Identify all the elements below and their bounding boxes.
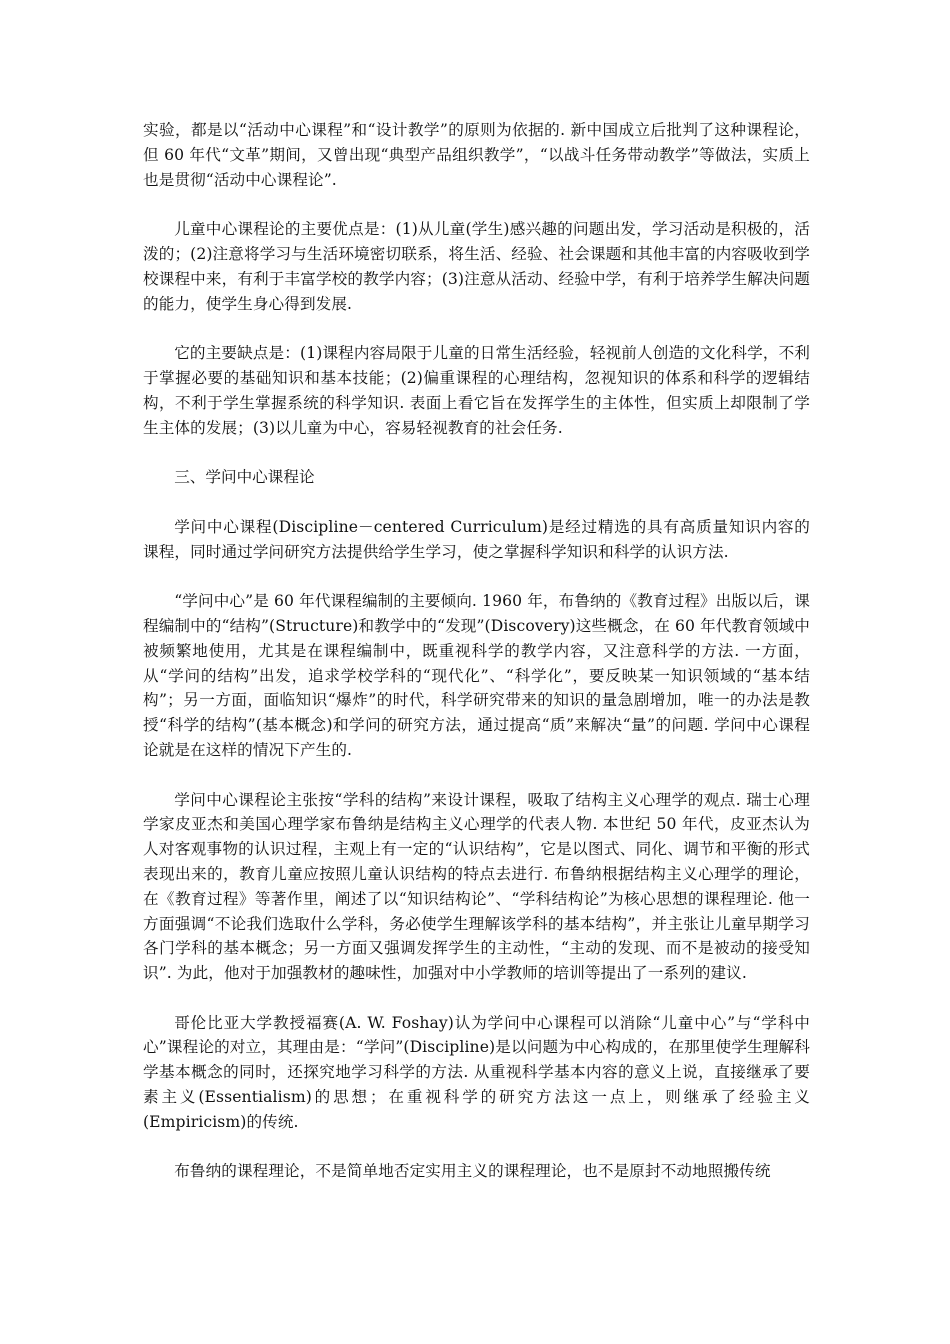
paragraph-spacer bbox=[143, 490, 810, 515]
paragraph-3: 它的主要缺点是：(1)课程内容局限于儿童的日常生活经验，轻视前人创造的文化科学，不利于掌握必要的基础知识和基本技能；(2)偏重课程的心理结构，忽视知识的体系和科学的逻辑结构，不利于学生掌握系统的科学知识. 表面上看它旨在发挥学生的主体性，但实质上却限制了学生主体的发展；(3)以儿童为中心，容易轻视教育的社会任务. bbox=[143, 344, 810, 437]
paragraph-spacer bbox=[143, 316, 810, 341]
document-page bbox=[143, 118, 810, 1184]
paragraph-spacer bbox=[143, 564, 810, 589]
paragraph-2: 儿童中心课程论的主要优点是：(1)从儿童(学生)感兴趣的问题出发，学习活动是积极的，活泼的；(2)注意将学习与生活环境密切联系，将生活、经验、社会课题和其他丰富的内容吸收到学校课程中来，有利于丰富学校的教学内容；(3)注意从活动、经验中学，有利于培养学生解决问题的能力，使学生身心得到发展. bbox=[143, 220, 810, 313]
paragraph-5: “学问中心”是 60 年代课程编制的主要倾向. 1960 年，布鲁纳的《教育过程》出版以后，课程编制中的“结构”(Structure)和教学中的“发现”(Discovery)这些概念，在 60 年代教育领域中被频繁地使用，尤其是在课程编制中，既重视科学的教学内容，又注意科学的方法. 一方面，从“学问的结构”出发，追求学校学科的“现代化”、“科学化”，要反映某一知识领域的“基本结构”；另一方面，面临知识“爆炸”的时代，科学研究带来的知识的量急剧增加，唯一的办法是教授“科学的结构”(基本概念)和学问的研究方法，通过提高“质”来解决“量”的问题. 学问中心课程论就是在这样的情况下产生的. bbox=[143, 592, 810, 759]
paragraph-6: 学问中心课程论主张按“学科的结构”来设计课程，吸取了结构主义心理学的观点. 瑞士心理学家皮亚杰和美国心理学家布鲁纳是结构主义心理学的代表人物. 本世纪 50 年代，皮亚杰认为人对客观事物的认识过程，主观上有一定的“认识结构”，它是以图式、同化、调节和平衡的形式表现出来的，教育儿童应按照儿童认识结构的特点去进行. 布鲁纳根据结构主义心理学的理论，在《教育过程》等著作里，阐述了以“知识结构论”、“学科结构论”为核心思想的课程理论. 他一方面强调“不论我们选取什么学科，务必使学生理解该学科的基本结构”，并主张让儿童早期学习各门学科的基本概念；另一方面又强调发挥学生的主动性，“主动的发现、而不是被动的接受知识”. 为此，他对于加强教材的趣味性，加强对中小学教师的培训等提出了一系列的建议. bbox=[143, 790, 810, 983]
paragraph-8: 布鲁纳的课程理论，不是简单地否定实用主义的课程理论，也不是原封不动地照搬传统 bbox=[174, 1162, 771, 1181]
paragraph-spacer bbox=[143, 192, 810, 217]
paragraph-spacer bbox=[143, 986, 810, 1011]
paragraph-7: 哥伦比亚大学教授福赛(A. W. Foshay)认为学问中心课程可以消除“儿童中心”与“学科中心”课程论的对立，其理由是：“学问”(Discipline)是以问题为中心构成的，在那里使学生理解科学基本概念的同时，还探究地学习科学的方法. 从重视科学基本内容的意义上说，直接继承了要素主义(Essentialism)的思想；在重视科学的研究方法这一点上，则继承了经验主义(Empiricism)的传统. bbox=[143, 1013, 810, 1131]
section-heading: 三、学问中心课程论 bbox=[174, 468, 315, 487]
paragraph-1: 实验，都是以“活动中心课程”和“设计教学”的原则为依据的. 新中国成立后批判了这种课程论，但 60 年代“文革”期间，又曾出现“典型产品组织教学”，“以战斗任务带动教学”等做法，实质上也是贯彻“活动中心课程论”. bbox=[143, 121, 810, 189]
paragraph-spacer bbox=[143, 1135, 810, 1160]
paragraph-spacer bbox=[143, 440, 810, 465]
paragraph-spacer bbox=[143, 763, 810, 788]
paragraph-4: 学问中心课程(Discipline－centered Curriculum)是经过精选的具有高质量知识内容的课程，同时通过学问研究方法提供给学生学习，使之掌握科学知识和科学的认识方法. bbox=[143, 517, 810, 561]
